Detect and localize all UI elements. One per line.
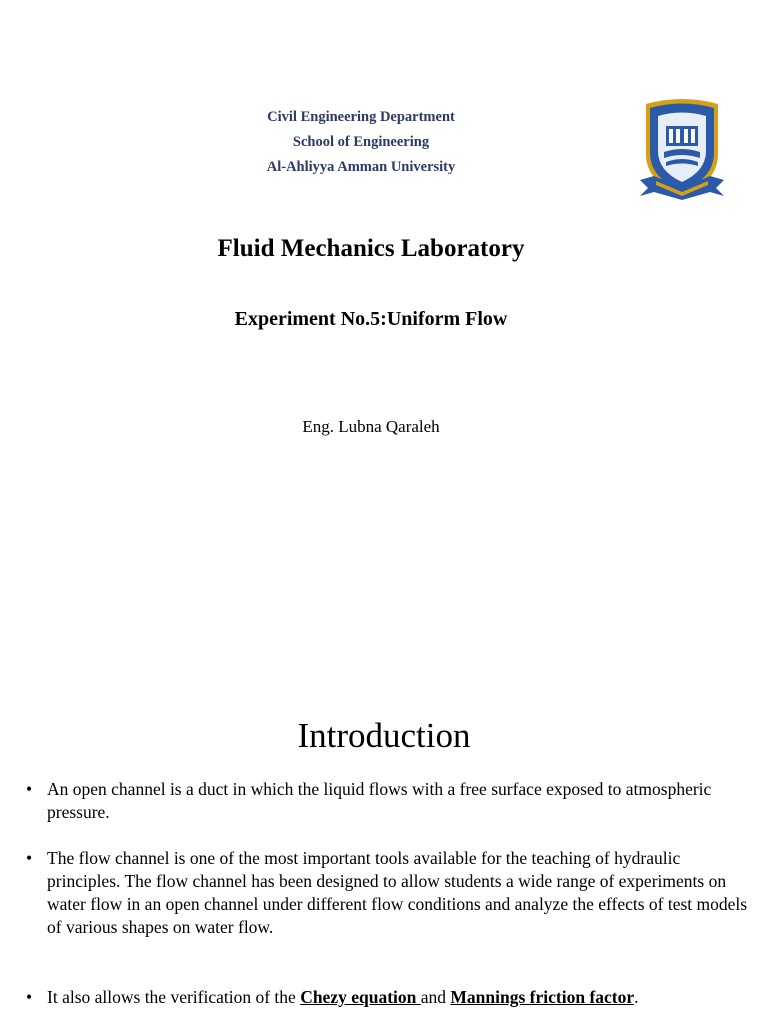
bullet-suffix: .: [634, 987, 639, 1007]
author-name: Eng. Lubna Qaraleh: [302, 417, 440, 436]
bullet-text: An open channel is a duct in which the liquid flows with a free surface exposed to atmospheric pressure.: [47, 779, 712, 822]
bullet-text: [47, 986, 756, 1009]
bullet-marker: •: [26, 987, 33, 1007]
section-heading: Introduction: [297, 716, 471, 755]
university-seal-icon: [640, 96, 724, 200]
mannings-friction-factor-term: Mannings friction factor: [450, 987, 635, 1007]
chezy-equation-term: Chezy equation: [300, 987, 421, 1007]
bullet-connector: and: [420, 987, 451, 1007]
school-name: School of Engineering: [292, 134, 430, 150]
bullet-text: The flow channel is one of the most important tools available for the teaching of hydraulic principles. The flow channel has been designed to allow students a wide range of experiments on water flow in an open channel under different flow conditions and analyze the effects of test models of various shapes on water flow.: [47, 848, 748, 937]
university-name: Al-Ahliyya Amman University: [266, 159, 456, 175]
bullet-marker: •: [26, 779, 33, 799]
department-name: Civil Engineering Department: [267, 109, 455, 125]
bullet-prefix: It also allows the verification of the: [47, 987, 301, 1007]
bullet-marker: •: [26, 848, 33, 868]
page-title: Fluid Mechanics Laboratory: [217, 235, 525, 262]
experiment-title: Experiment No.5:Uniform Flow: [234, 308, 508, 330]
